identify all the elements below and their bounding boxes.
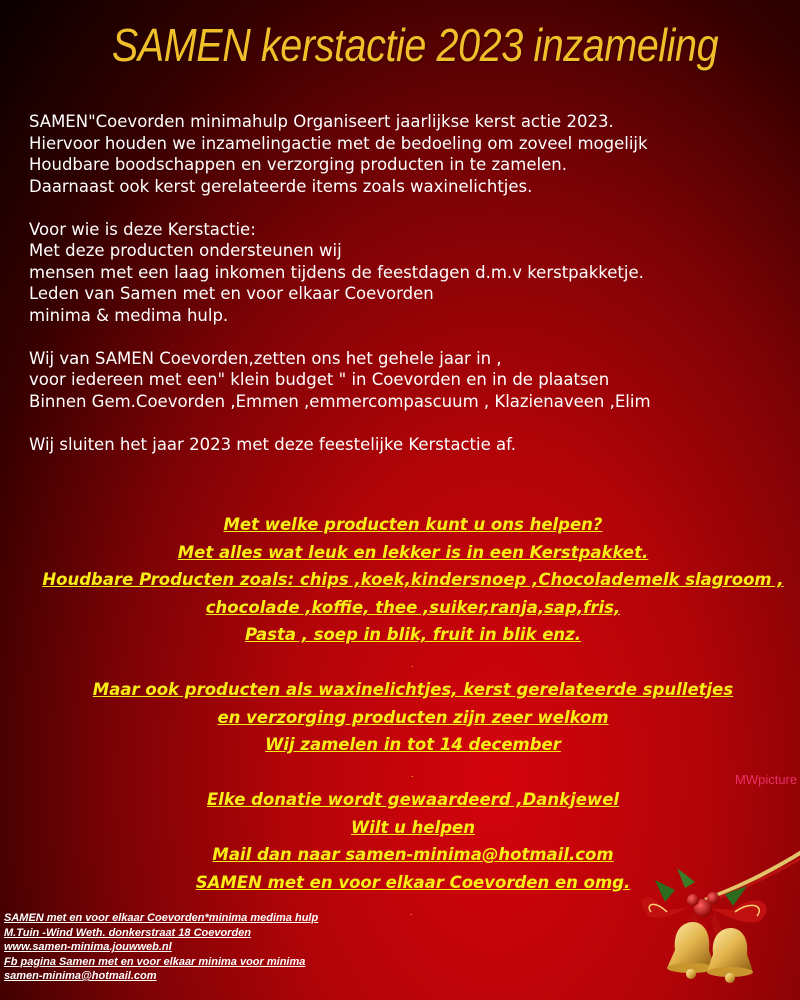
collection-deadline: Wij zamelen in tot 14 december: [265, 735, 561, 754]
intro-paragraph-region: [29, 348, 789, 413]
donation-slogan: SAMEN met en voor elkaar Coevorden en omg.: [195, 872, 631, 892]
christmas-bells-ornament-icon: [615, 850, 800, 1000]
also-welcome-line: en verzorging producten zijn zeer welkom: [217, 707, 609, 727]
intro-text: [29, 111, 789, 477]
products-line: chocolade ,koffie, thee ,suiker,ranja,sap,fris,: [205, 597, 621, 617]
footer-address: M.Tuin -Wind Weth. donkerstraat 18 Coevorden: [4, 926, 252, 939]
donation-line: Wilt u helpen: [351, 817, 475, 837]
footer-facebook-link[interactable]: Fb pagina Samen met en voor elkaar minima voor minima: [4, 955, 306, 968]
intro-paragraph-target-group: [29, 219, 789, 327]
watermark: MWpicture: [735, 772, 798, 787]
intro-line: voor iedereen met een" klein budget " in Coevorden en in de plaatsen: [29, 370, 610, 389]
products-block: [0, 511, 800, 649]
also-welcome-line: Maar ook producten als waxinelichtjes, kerst gerelateerde spulletjes: [92, 680, 734, 699]
intro-paragraph-organisation: [29, 111, 789, 197]
intro-line: Binnen Gem.Coevorden ,Emmen ,emmercompascuum , Klazienaveen ,Elim: [29, 391, 651, 411]
products-line: Pasta , soep in blik, fruit in blik enz.: [244, 625, 582, 644]
separator-dot: .: [411, 770, 414, 779]
intro-line: Wij van SAMEN Coevorden,zetten ons het gehele jaar in ,: [29, 348, 502, 368]
footer-email-link[interactable]: samen-minima@hotmail.com: [4, 970, 157, 982]
intro-line: Leden van Samen met en voor elkaar Coevorden: [29, 284, 434, 303]
intro-line: Hiervoor houden we inzamelingactie met de bedoeling om zoveel mogelijk: [29, 133, 648, 153]
separator-dot: .: [411, 660, 414, 669]
intro-line: Daarnaast ook kerst gerelateerde items zoals waxinelichtjes.: [29, 176, 533, 196]
intro-line: minima & medima hulp.: [29, 305, 229, 325]
footer-organisation: SAMEN met en voor elkaar Coevorden*minima medima hulp: [4, 912, 319, 924]
also-welcome-block: [0, 676, 800, 759]
products-line: Houdbare Producten zoals: chips ,koek,kindersnoep ,Chocolademelk slagroom ,: [42, 570, 784, 589]
page-title: SAMEN kerstactie 2023 inzameling: [111, 19, 719, 71]
separator-dot: .: [410, 908, 413, 917]
intro-line: mensen met een laag inkomen tijdens de feestdagen d.m.v kerstpakketje.: [29, 262, 644, 282]
donation-thanks: Elke donatie wordt gewaardeerd ,Dankjewel: [206, 790, 620, 809]
footer-contact: [4, 911, 318, 984]
products-heading: Met welke producten kunt u ons helpen?: [223, 515, 603, 534]
intro-line: Voor wie is deze Kerstactie:: [29, 219, 256, 239]
donation-email: Mail dan naar samen-minima@hotmail.com: [212, 845, 614, 864]
intro-line: Wij sluiten het jaar 2023 met deze feestelijke Kerstactie af.: [29, 434, 516, 454]
products-line: Met alles wat leuk en lekker is in een Kerstpakket.: [177, 542, 649, 562]
intro-paragraph-closing: [29, 434, 789, 456]
footer-website-link[interactable]: www.samen-minima.jouwweb.nl: [4, 941, 172, 953]
intro-line: Met deze producten ondersteunen wij: [29, 241, 342, 260]
intro-line: SAMEN"Coevorden minimahulp Organiseert jaarlijkse kerst actie 2023.: [29, 112, 614, 131]
intro-line: Houdbare boodschappen en verzorging producten in te zamelen.: [29, 155, 567, 174]
